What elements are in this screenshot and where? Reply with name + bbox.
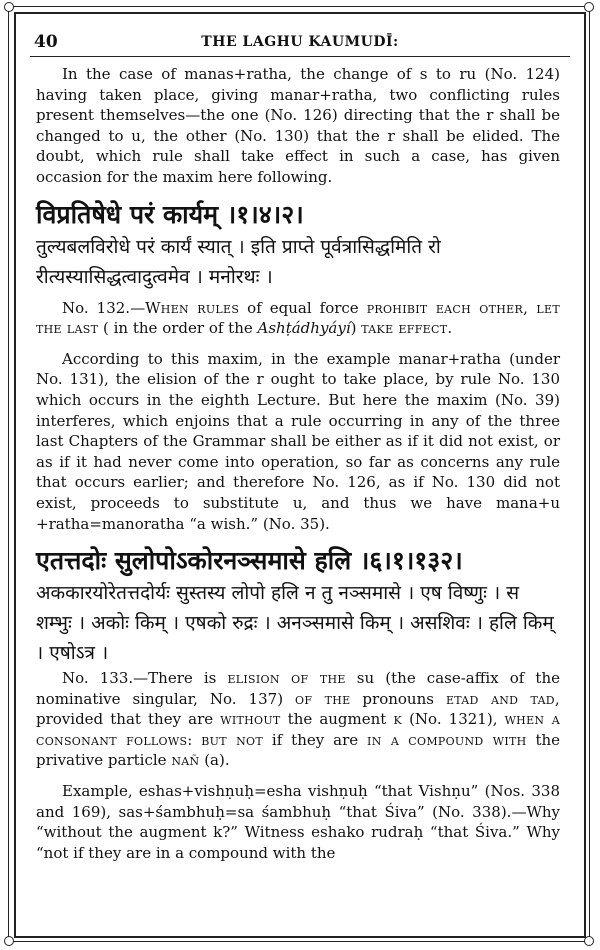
rule-133-text: but not [201, 730, 263, 749]
rule-132 [36, 298, 560, 339]
rule-132-text: Ashṭádhyáyí [257, 319, 351, 338]
rule-133-text: in a compound with [367, 730, 527, 749]
commentary-1432: तुल्यबलविरोधे परं कार्यं स्यात् । इति प्राप्ते पूर्वत्रासिद्धमिति रो रीत्यस्यासिद्धत्वादुत्वमेव । मनोरथः । [36, 235, 441, 288]
rule-133-text: pronouns [350, 689, 446, 708]
rule-133-text: su (the case-affix of the nominative singular, No. 137) [36, 669, 560, 708]
commentary-61132: अककारयोरेतत्तदोर्यः सुस्तस्य लोपो हलि न तु नञ्समासे । एष विष्णुः । स शम्भुः । अकोः किम् । एषको रुद्रः । अनञ्समासे किम् । असशिवः । हलि किम् । एषोऽत्र । [36, 582, 554, 665]
rule-132-text: take effect. [361, 319, 453, 338]
rule-133-text: provided that they are [36, 710, 221, 729]
rule-133-text: if they are [262, 730, 368, 749]
rule-132-text: ( in the order of the [98, 319, 258, 338]
rule-133-text: nañ [171, 751, 200, 770]
sutra-61132: एतत्तदोः सुलोपोऽकोरनञ्समासे हलि ।६।१।१३२। [36, 546, 463, 576]
rule-133-text: k [393, 710, 402, 729]
rule-133-text: : [187, 730, 202, 749]
rule-133-text: the privative particle [36, 730, 561, 770]
rule-132-number: No. 132.— [62, 298, 146, 317]
running-title: THE LAGHU KAUMUDĪ: [201, 34, 399, 50]
page-header [30, 28, 570, 57]
rule-132-text: ) [350, 319, 362, 338]
page-body [36, 64, 560, 863]
paragraph-examples: Example, eshas+vishṇuḥ=esha vishṇuḥ “that Vishṇu” (Nos. 338 and 169), sas+śambhuḥ=sa śambhuḥ “that Śiva” (No. 338).—Why “without the augment k?” Witness eshako rudraḥ “that Śiva.” Why “not if they are in a compound with the [36, 782, 560, 862]
rule-133-text: No. 133.—There is [62, 669, 228, 688]
corner-ornament-icon [584, 2, 594, 12]
rule-133 [36, 668, 560, 771]
sutra-1432: विप्रतिषेधे परं कार्यम् ।१।४।२। [36, 199, 304, 229]
corner-ornament-icon [584, 936, 594, 946]
rule-133-text: without [220, 710, 281, 729]
paragraph-intro: In the case of manas+ratha, the change of s to ru (No. 124) having taken place, giving manar+ratha, two conflicting rules present themselves—the one (No. 126) directing that the r shall be changed to u, the other (No. 130) that the r shall be elided. The doubt, which rule shall take effect in such a case, has given occasion for the maxim here following. [36, 65, 560, 186]
rule-133-text: when a consonant follows [36, 710, 560, 749]
rule-132-text: of equal force [239, 298, 367, 317]
rule-133-text: (No. 1321), [401, 710, 505, 729]
rule-133-text: elision of the [227, 669, 346, 688]
corner-ornament-icon [4, 936, 14, 946]
rule-133-text: (a). [199, 751, 230, 770]
rule-132-text: When rules [145, 298, 240, 317]
rule-133-text: of the [295, 689, 351, 708]
rule-133-text: etad and tad, [445, 689, 560, 708]
paragraph-maxim-explanation: According to this maxim, in the example manar+ratha (under No. 131), the elision of the r ought to take place, by rule No. 130 which occurs in the eighth Lecture. But here the maxim (No. 39) interferes, which enjoins that a rule occurring in any of the three last Chapters of the Grammar shall be either as if it did not exist, or as if it had never come into operation, so far as concerns any rule that occurs earlier; and therefore No. 126, as if No. 130 did not exist, proceeds to substitute u, and thus we have mana+u +ratha=manoratha “a wish.” (No. 35). [36, 349, 560, 533]
rule-132-text: prohibit each other, let the last [36, 298, 561, 338]
page-number: 40 [34, 32, 58, 52]
rule-133-text: the augment [280, 710, 394, 729]
corner-ornament-icon [4, 2, 14, 12]
